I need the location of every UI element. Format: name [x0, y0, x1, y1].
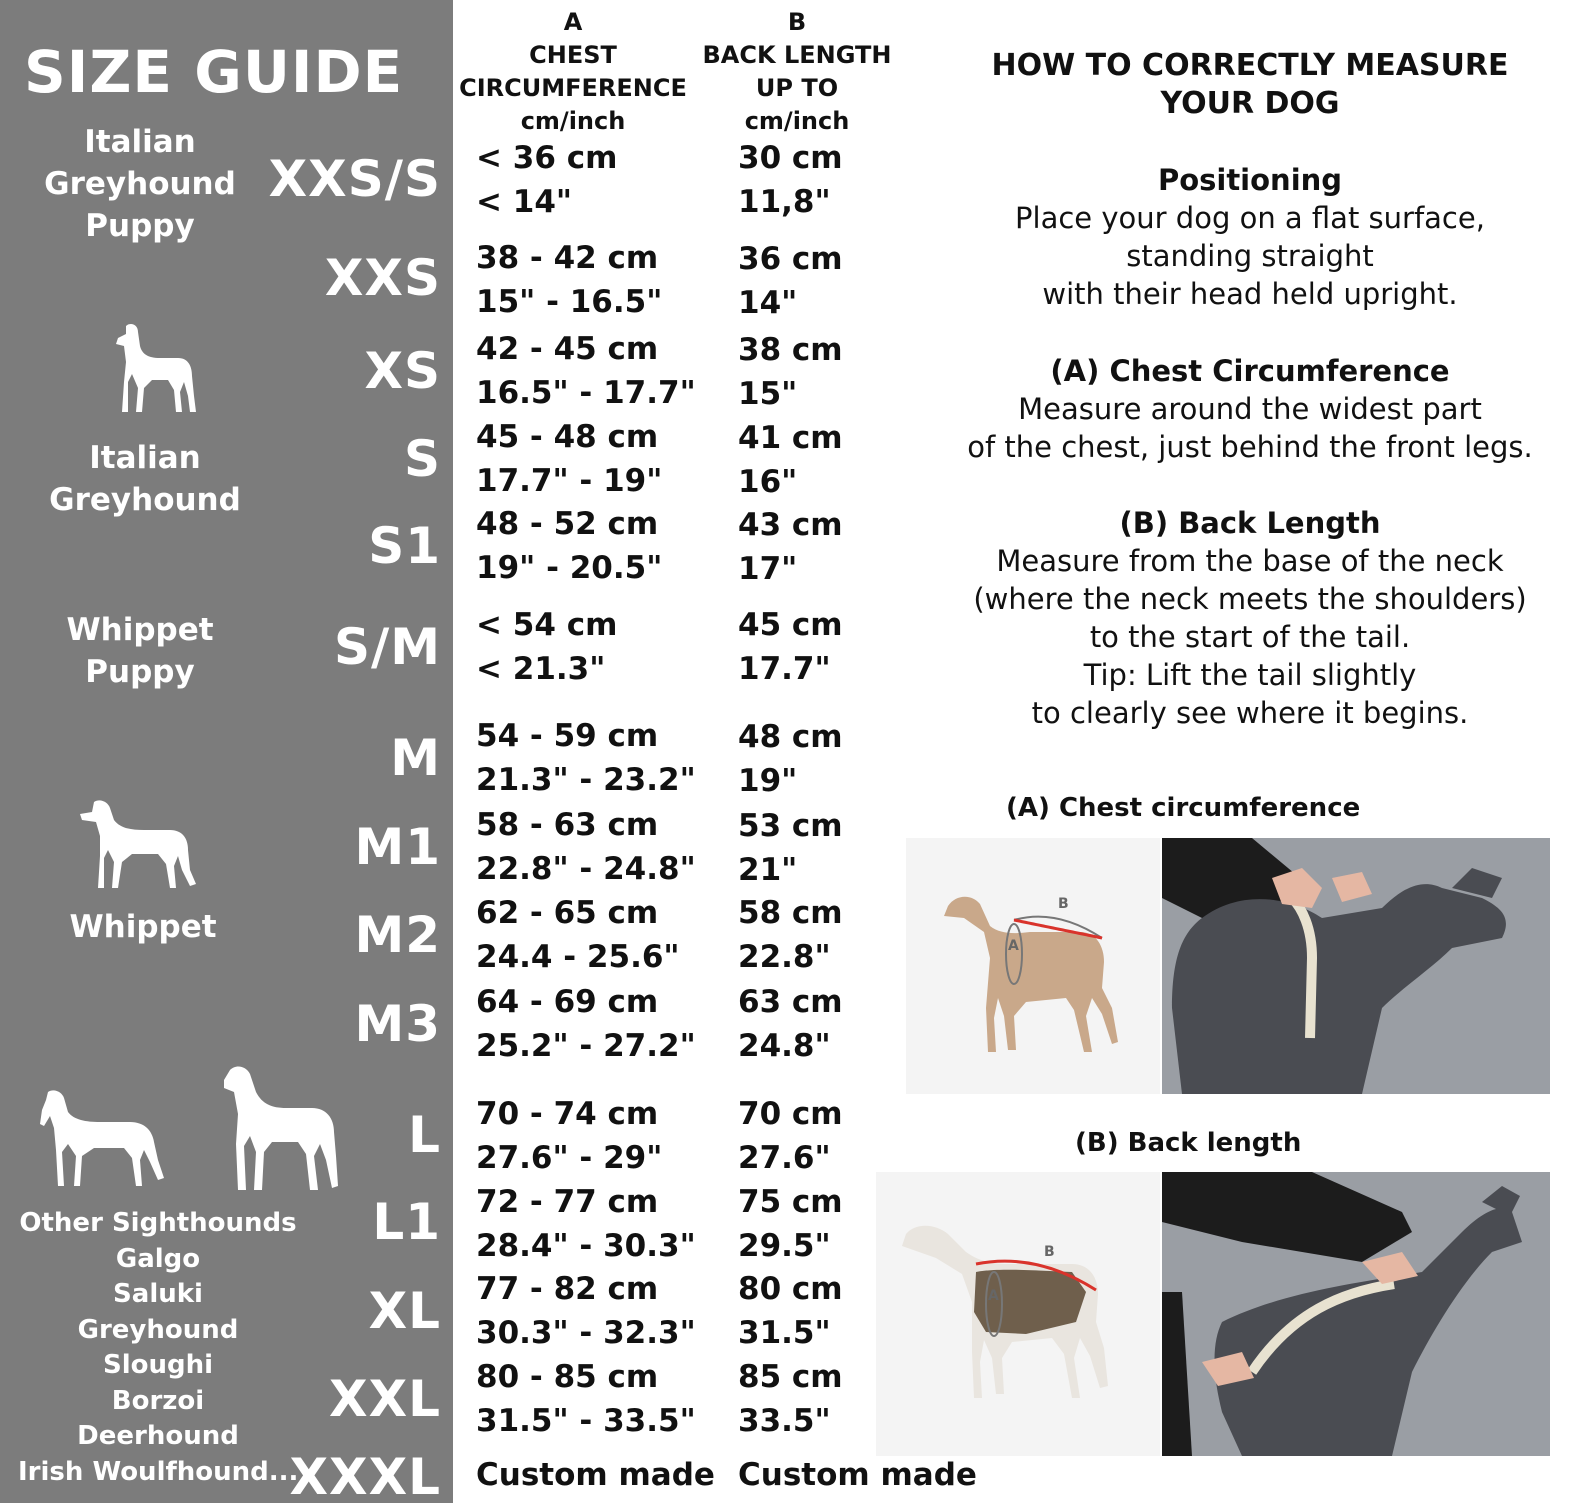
back-cm-cell: 36 cm — [738, 241, 843, 277]
size-code: XS — [364, 342, 441, 400]
size-code: S/M — [333, 618, 441, 676]
section-line: of the chest, just behind the front legs. — [967, 430, 1533, 464]
chest-inch-cell: 25.2" - 27.2" — [476, 1028, 696, 1064]
breed-label-italian-greyhound-puppy — [30, 121, 250, 247]
section-line: (where the neck meets the shoulders) — [973, 582, 1527, 616]
breed-line: Sloughi — [102, 1350, 214, 1380]
breed-line: Puppy — [85, 208, 195, 244]
back-inch-cell: 17.7" — [738, 651, 831, 687]
back-cm-cell: 45 cm — [738, 607, 843, 643]
back-inch-cell: 27.6" — [738, 1140, 831, 1176]
chest-cm-cell: < 36 cm — [476, 140, 618, 176]
size-code: XXS — [324, 249, 441, 307]
breed-label-italian-greyhound — [30, 437, 260, 521]
header-line: CIRCUMFERENCE — [459, 74, 687, 102]
chest-cm-cell: 54 - 59 cm — [476, 718, 659, 754]
section-line: Tip: Lift the tail slightly — [1083, 658, 1417, 692]
section-line: with their head held upright. — [1042, 277, 1458, 311]
breed-line: Saluki — [113, 1279, 203, 1309]
breed-label-whippet-puppy — [30, 609, 250, 693]
back-cm-cell: 48 cm — [738, 719, 843, 755]
chest-inch-cell: 22.8" - 24.8" — [476, 851, 696, 887]
back-inch-cell: 19" — [738, 763, 798, 799]
diagram-label-a: A — [1008, 938, 1019, 954]
chest-cm-cell: 45 - 48 cm — [476, 419, 659, 455]
section-line: Measure around the widest part — [1018, 392, 1482, 426]
section-line: Measure from the base of the neck — [996, 544, 1504, 578]
chest-inch-cell: 15" - 16.5" — [476, 284, 663, 320]
chest-cm-cell: 80 - 85 cm — [476, 1359, 659, 1395]
saluki-silhouette-icon — [38, 1090, 168, 1192]
back-length-diagram-photo — [876, 1172, 1160, 1456]
back-inch-cell: 29.5" — [738, 1228, 831, 1264]
header-line: UP TO — [755, 74, 839, 102]
diagram-label-b: B — [1058, 896, 1069, 912]
chest-cm-cell: 62 - 65 cm — [476, 895, 659, 931]
title-line: HOW TO CORRECTLY MEASURE — [991, 48, 1509, 83]
breed-line: Whippet — [69, 909, 217, 945]
size-code: L — [408, 1106, 441, 1164]
chest-cm-cell: 42 - 45 cm — [476, 331, 659, 367]
size-code: M — [390, 729, 441, 787]
breed-line: Greyhound — [44, 166, 236, 202]
back-cm-cell: 58 cm — [738, 895, 843, 931]
back-length-measuring-photo — [1162, 1172, 1550, 1456]
chest-inch-cell: 28.4" - 30.3" — [476, 1228, 696, 1264]
title-line: YOUR DOG — [1160, 86, 1340, 121]
breed-line: Greyhound — [77, 1314, 239, 1345]
size-code: XL — [368, 1282, 441, 1340]
breed-line: Deerhound — [77, 1421, 239, 1451]
back-inch-cell: 14" — [738, 285, 798, 321]
chest-inch-cell: 24.4 - 25.6" — [476, 939, 680, 975]
breed-line: Other Sighthounds — [19, 1208, 297, 1238]
back-cm-cell: 75 cm — [738, 1184, 843, 1220]
header-line: BACK LENGTH — [702, 41, 892, 69]
chest-inch-cell: 19" - 20.5" — [476, 550, 663, 586]
size-code: M3 — [354, 995, 441, 1053]
chest-measuring-photo — [1162, 838, 1550, 1094]
chest-photo-caption: (A) Chest circumference — [1006, 793, 1361, 823]
header-line: cm/inch — [744, 107, 850, 135]
chest-inch-cell: 21.3" - 23.2" — [476, 762, 696, 798]
breed-line: Italian — [89, 440, 201, 476]
section-heading: (B) Back Length — [1119, 506, 1381, 540]
back-cm-cell: 63 cm — [738, 984, 843, 1020]
back-inch-cell: 15" — [738, 376, 798, 412]
back-length-section — [912, 504, 1588, 732]
section-line: to the start of the tail. — [1089, 620, 1411, 654]
header-line: CHEST — [529, 41, 617, 69]
chest-cm-cell: 58 - 63 cm — [476, 807, 659, 843]
back-inch-cell: 24.8" — [738, 1028, 831, 1064]
breed-line: Puppy — [85, 654, 195, 690]
diagram-label-b: B — [1044, 1244, 1055, 1260]
size-code: S — [403, 430, 441, 488]
size-code: M1 — [354, 818, 441, 876]
chest-section — [912, 352, 1588, 466]
back-cm-cell: 30 cm — [738, 140, 843, 176]
header-line: A — [563, 8, 583, 36]
chest-cm-cell: Custom made — [476, 1457, 715, 1493]
back-inch-cell: 11,8" — [738, 184, 831, 220]
chest-inch-cell: < 21.3" — [476, 651, 606, 687]
back-cm-cell: 43 cm — [738, 507, 843, 543]
column-header-chest — [453, 6, 693, 138]
chest-inch-cell: 16.5" - 17.7" — [476, 375, 696, 411]
page-title: SIZE GUIDE — [24, 38, 404, 106]
back-cm-cell: 41 cm — [738, 420, 843, 456]
back-inch-cell: 16" — [738, 464, 798, 500]
diagram-label-a: A — [988, 1288, 999, 1304]
chest-inch-cell: 30.3" - 32.3" — [476, 1315, 696, 1351]
whippet-silhouette-icon — [78, 800, 198, 892]
back-cm-cell: 85 cm — [738, 1359, 843, 1395]
section-line: standing straight — [1126, 239, 1374, 273]
back-cm-cell: 70 cm — [738, 1096, 843, 1132]
breed-line: Borzoi — [111, 1385, 205, 1416]
breed-label-other-sighthounds — [18, 1206, 298, 1490]
back-inch-cell: 31.5" — [738, 1315, 831, 1351]
breed-line: Italian — [84, 124, 196, 160]
chest-diagram-photo — [906, 838, 1160, 1094]
chest-cm-cell: < 54 cm — [476, 607, 618, 643]
size-guide-sidebar — [0, 0, 453, 1503]
back-cm-cell: 80 cm — [738, 1271, 843, 1307]
chest-inch-cell: 17.7" - 19" — [476, 463, 663, 499]
breed-line: Whippet — [66, 612, 214, 648]
size-code: XXXL — [289, 1448, 441, 1503]
chest-cm-cell: 64 - 69 cm — [476, 984, 659, 1020]
chest-inch-cell: < 14" — [476, 184, 573, 220]
back-photo-caption: (B) Back length — [1075, 1128, 1302, 1158]
size-code: L1 — [372, 1193, 441, 1251]
chest-cm-cell: 77 - 82 cm — [476, 1271, 659, 1307]
breed-label-whippet — [30, 906, 256, 948]
section-line: to clearly see where it begins. — [1031, 696, 1469, 730]
section-heading: Positioning — [1157, 163, 1343, 197]
breed-line: Irish Woulfhound... — [18, 1456, 299, 1487]
section-line: Place your dog on a flat surface, — [1015, 201, 1485, 235]
breed-line: Galgo — [115, 1243, 201, 1274]
back-inch-cell: 22.8" — [738, 939, 831, 975]
back-inch-cell: 33.5" — [738, 1403, 831, 1439]
chest-cm-cell: 70 - 74 cm — [476, 1096, 659, 1132]
chest-cm-cell: 38 - 42 cm — [476, 240, 659, 276]
size-code: XXL — [329, 1370, 441, 1428]
size-code: S1 — [368, 517, 441, 575]
howto-title — [912, 47, 1588, 123]
chest-cm-cell: 72 - 77 cm — [476, 1184, 659, 1220]
positioning-section — [912, 161, 1588, 313]
breed-line: Greyhound — [49, 482, 241, 518]
chest-inch-cell: 27.6" - 29" — [476, 1140, 663, 1176]
size-code: XXS/S — [268, 150, 441, 208]
section-heading: (A) Chest Circumference — [1050, 354, 1450, 388]
back-inch-cell: 17" — [738, 551, 798, 587]
italian-greyhound-silhouette-icon — [112, 322, 198, 418]
back-cm-cell: 53 cm — [738, 808, 843, 844]
back-cm-cell: 38 cm — [738, 332, 843, 368]
greyhound-silhouette-icon — [222, 1064, 342, 1196]
size-code: M2 — [354, 906, 441, 964]
header-line: cm/inch — [520, 107, 626, 135]
chest-cm-cell: 48 - 52 cm — [476, 506, 659, 542]
back-cm-cell: Custom made — [738, 1457, 977, 1493]
column-header-back-length — [697, 6, 897, 138]
header-line: B — [787, 8, 807, 36]
chest-inch-cell: 31.5" - 33.5" — [476, 1403, 696, 1439]
back-inch-cell: 21" — [738, 852, 798, 888]
